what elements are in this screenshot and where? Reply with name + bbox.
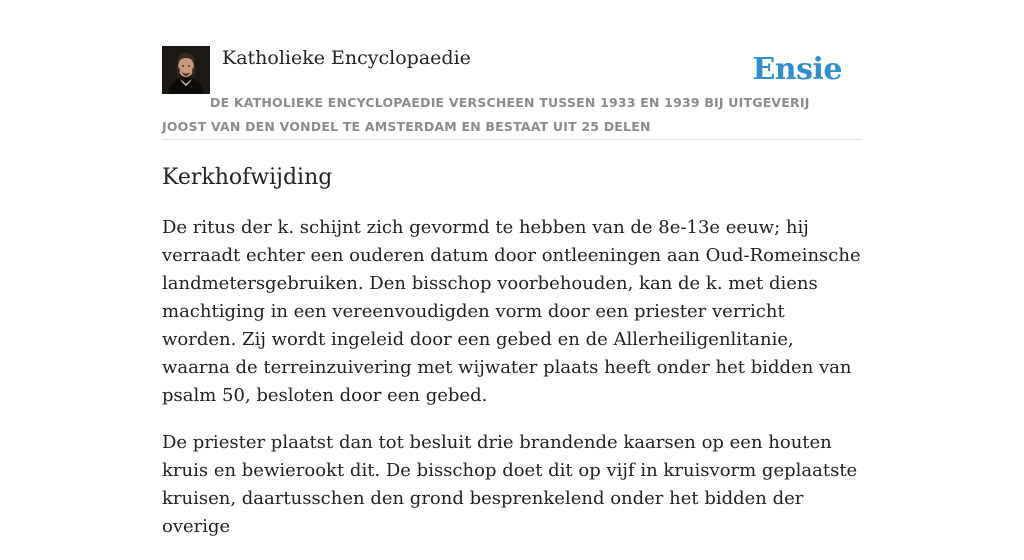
site-tagline: DE KATHOLIEKE ENCYCLOPAEDIE VERSCHEEN TUSSEN 1933 EN 1939 BIJ UITGEVERIJ JOOST VAN DEN VONDEL TE AMSTERDAM EN BESTAAT UIT 25 DELEN [162,95,810,134]
article-paragraph-1: De ritus der k. schijnt zich gevormd te hebben van de 8e-13e eeuw; hij verraadt echter een ouderen datum door ontleeningen aan Oud-Romeinsche landmetersgebruiken. Den bisschop voorbehouden, kan de k. met diens machtiging in een vereenvoudigden vorm door een priester verricht worden. Zij wordt ingeleid door een gebed en de Allerheiligenlitanie, waarna de terreinzuivering met wijwater plaats heeft onder het bidden van psalm 50, besloten door een gebed. [162,217,861,406]
header-divider [162,139,862,140]
portrait-avatar-icon[interactable] [162,46,210,94]
article [162,162,862,560]
site-title[interactable]: Katholieke Encyclopaedie [222,47,471,69]
brand-logo[interactable]: Ensie [752,52,842,87]
article-title: Kerkhofwijding [162,165,333,190]
article-paragraph-2: De priester plaatst dan tot besluit drie brandende kaarsen op een houten kruis en bewierookt dit. De bisschop doet dit op vijf in kruisvorm geplaatste kruisen, daartusschen den grond besprenkelend onder het bidden der overige [162,432,858,537]
